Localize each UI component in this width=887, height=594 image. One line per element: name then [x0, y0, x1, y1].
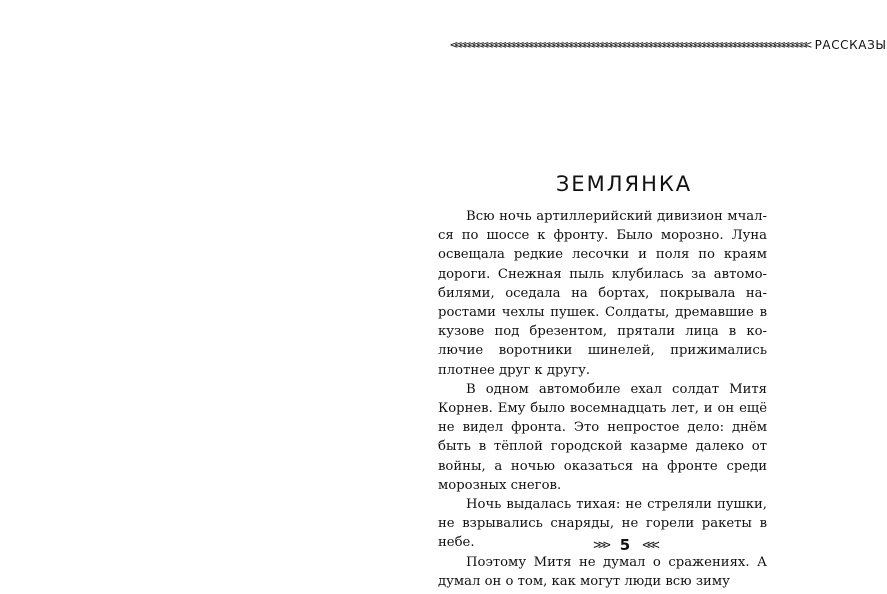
running-header	[450, 37, 887, 53]
left-page-blank	[0, 0, 410, 594]
footer-ornament-left: >>>	[593, 537, 608, 553]
section-title: РАССКАЗЫ	[814, 38, 887, 52]
chapter-title: ЗЕМЛЯНКА	[555, 172, 693, 196]
paragraph: Поэтому Митя не думал о сражениях. А думал он о том, как могут люди всю зиму	[438, 554, 767, 589]
paragraph: В одном автомобиле ехал солдат Митя Корнев. Ему было восемнадцать лет, и он ещё не видел фронта. Это непростое дело: днём быть в тёплой городской казарме далеко от войны, а ночью оказаться на фронте среди морозных снегов.	[438, 381, 767, 493]
page-number: 5	[619, 536, 631, 554]
footer-ornament-right: <<<	[642, 537, 657, 553]
right-page	[410, 0, 887, 594]
header-ornament: <<<<<<<<<<<<<<<<<<<<<<<<<<<<<<<<<<<<<<<<<<<<<<<<<<<<<<<<<<<<<<<<<<<<<<<<<<<<<<<<<	[450, 38, 809, 52]
page-footer	[450, 534, 800, 556]
paragraph: Всю ночь артиллерийский дивизион мчался по шоссе к фронту. Было морозно. Луна освещала редкие лесочки и поля по краям дороги. Снежная пыль клубилась за автомобилями, оседала на бортах, покрывала наростами чехлы пушек. Солдаты, дремавшие в кузове под брезентом, прятали лица в колючие воротники шинелей, прижимались плотнее друг к другу.	[438, 209, 767, 378]
paragraph: Ночь выдалась тихая: не стреляли пушки, не взрывались снаряды, не горели ракеты в небе.	[438, 497, 767, 551]
